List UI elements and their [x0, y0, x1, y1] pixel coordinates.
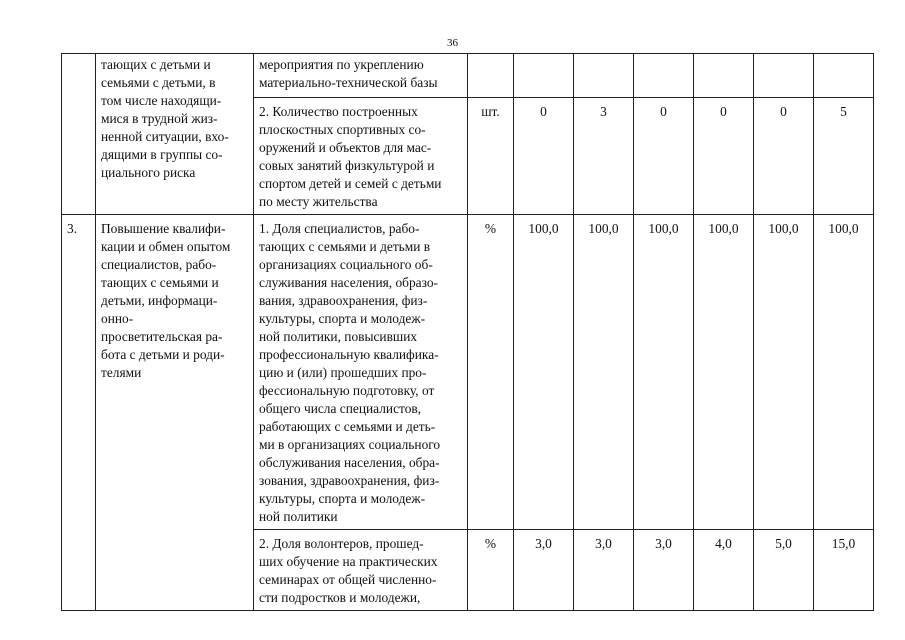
indicator-line: мероприятия по укреплению	[259, 57, 424, 72]
indicator-line: ших обучение на практических	[259, 554, 438, 569]
row-number: 3.	[67, 221, 78, 236]
task-line: Повышение квалифи-	[101, 221, 226, 236]
task-line: семьями с детьми, в	[101, 75, 216, 90]
value: 0	[540, 104, 547, 119]
indicator-line: общего числа специалистов,	[259, 401, 422, 416]
indicator-line: 1. Доля специалистов, рабо-	[259, 221, 420, 236]
table-row	[62, 215, 874, 530]
value: 3,0	[595, 536, 612, 551]
task-cell	[96, 54, 254, 215]
task-line: просветительская ра-	[101, 329, 223, 344]
value-cell	[574, 98, 634, 215]
unit-cell	[468, 54, 514, 98]
value-cell	[814, 215, 874, 530]
value-cell	[514, 54, 574, 98]
value-cell	[754, 530, 814, 611]
task-line: мися в трудной жиз-	[101, 111, 218, 126]
value: 15,0	[831, 536, 856, 551]
value	[574, 54, 633, 62]
value-cell	[814, 54, 874, 98]
task-line: ненной ситуации, вхо-	[101, 129, 229, 144]
indicator-line: профессиональную квалифика-	[259, 347, 439, 362]
program-indicators-table	[61, 53, 874, 611]
indicator-line: 2. Количество построенных	[259, 104, 418, 119]
indicator-line: 2. Доля волонтеров, прошед-	[259, 536, 424, 551]
unit	[468, 54, 513, 62]
task-line: циального риска	[101, 165, 196, 180]
task-line: том числе находящи-	[101, 93, 222, 108]
value-cell	[634, 98, 694, 215]
indicator-line: вания, здравоохранения, физ-	[259, 293, 428, 308]
value-cell	[574, 54, 634, 98]
indicator-line: культуры, спорта и молодеж-	[259, 311, 426, 326]
task-line: тающих с детьми и	[101, 57, 211, 72]
value: 100,0	[708, 221, 739, 236]
value: 0	[720, 104, 727, 119]
row-number-cell	[62, 215, 96, 611]
indicator-line: ной политики, повысивших	[259, 329, 418, 344]
indicator-cell	[254, 54, 468, 98]
indicator-line: служивания населения, образо-	[259, 275, 438, 290]
value: 100,0	[528, 221, 559, 236]
value-cell	[694, 54, 754, 98]
indicator-line: работающих с семьями и деть-	[259, 419, 436, 434]
task-line: специалистов, рабо-	[101, 257, 217, 272]
value: 3,0	[655, 536, 672, 551]
indicator-line: плоскостных спортивных со-	[259, 122, 426, 137]
indicator-cell	[254, 530, 468, 611]
value-cell	[634, 54, 694, 98]
unit: шт.	[481, 104, 500, 119]
unit: %	[484, 536, 497, 551]
indicator-line: зования, здравоохранения, физ-	[259, 473, 440, 488]
value: 100,0	[828, 221, 859, 236]
indicator-line: ми в организациях социального	[259, 437, 441, 452]
value-cell	[514, 98, 574, 215]
value	[694, 54, 753, 62]
task-line: детьми, информаци-	[101, 293, 218, 308]
unit-cell	[468, 98, 514, 215]
indicator-cell	[254, 215, 468, 530]
value: 4,0	[715, 536, 732, 551]
indicator-line: семинарах от общей численно-	[259, 572, 437, 587]
row-number	[62, 54, 95, 62]
value	[514, 54, 573, 62]
task-line: тающих с семьями и	[101, 275, 219, 290]
task-line: бота с детьми и роди-	[101, 347, 225, 362]
table-row	[62, 54, 874, 98]
value-cell	[634, 215, 694, 530]
value-cell	[694, 98, 754, 215]
value: 5,0	[775, 536, 792, 551]
value: 0	[780, 104, 787, 119]
indicator-line: культуры, спорта и молодеж-	[259, 491, 426, 506]
value-cell	[574, 215, 634, 530]
indicator-line: по месту жительства	[259, 194, 378, 209]
indicator-line: совых занятий физкультурой и	[259, 158, 435, 173]
value	[814, 54, 873, 62]
value: 3	[600, 104, 607, 119]
indicator-line: организациях социального об-	[259, 257, 433, 272]
page-number: 36	[447, 37, 458, 49]
task-line: телями	[101, 365, 142, 380]
value: 5	[840, 104, 847, 119]
value-cell	[514, 530, 574, 611]
indicator-line: оружений и объектов для мас-	[259, 140, 432, 155]
value-cell	[814, 98, 874, 215]
task-line: кации и обмен опытом	[101, 239, 231, 254]
value-cell	[814, 530, 874, 611]
value: 0	[660, 104, 667, 119]
task-line: онно-	[101, 311, 134, 326]
indicator-line: тающих с семьями и детьми в	[259, 239, 431, 254]
unit-cell	[468, 215, 514, 530]
value-cell	[694, 530, 754, 611]
indicator-line: цию и (или) прошедших про-	[259, 365, 427, 380]
value: 100,0	[648, 221, 679, 236]
value-cell	[574, 530, 634, 611]
unit-cell	[468, 530, 514, 611]
indicator-line: обслуживания населения, обра-	[259, 455, 440, 470]
indicator-line: сти подростков и молодежи,	[259, 590, 421, 605]
value-cell	[514, 215, 574, 530]
unit: %	[484, 221, 497, 236]
indicator-line: материально-технической базы	[259, 75, 438, 90]
value-cell	[754, 215, 814, 530]
task-cell	[96, 215, 254, 611]
value: 100,0	[768, 221, 799, 236]
value: 100,0	[588, 221, 619, 236]
value-cell	[634, 530, 694, 611]
indicator-line: фессиональную подготовку, от	[259, 383, 435, 398]
value	[754, 54, 813, 62]
value-cell	[694, 215, 754, 530]
value	[634, 54, 693, 62]
value: 3,0	[535, 536, 552, 551]
value-cell	[754, 98, 814, 215]
indicator-cell	[254, 98, 468, 215]
task-line: дящими в группы со-	[101, 147, 223, 162]
value-cell	[754, 54, 814, 98]
row-number-cell	[62, 54, 96, 215]
indicator-line: ной политики	[259, 509, 338, 524]
indicator-line: спортом детей и семей с детьми	[259, 176, 442, 191]
